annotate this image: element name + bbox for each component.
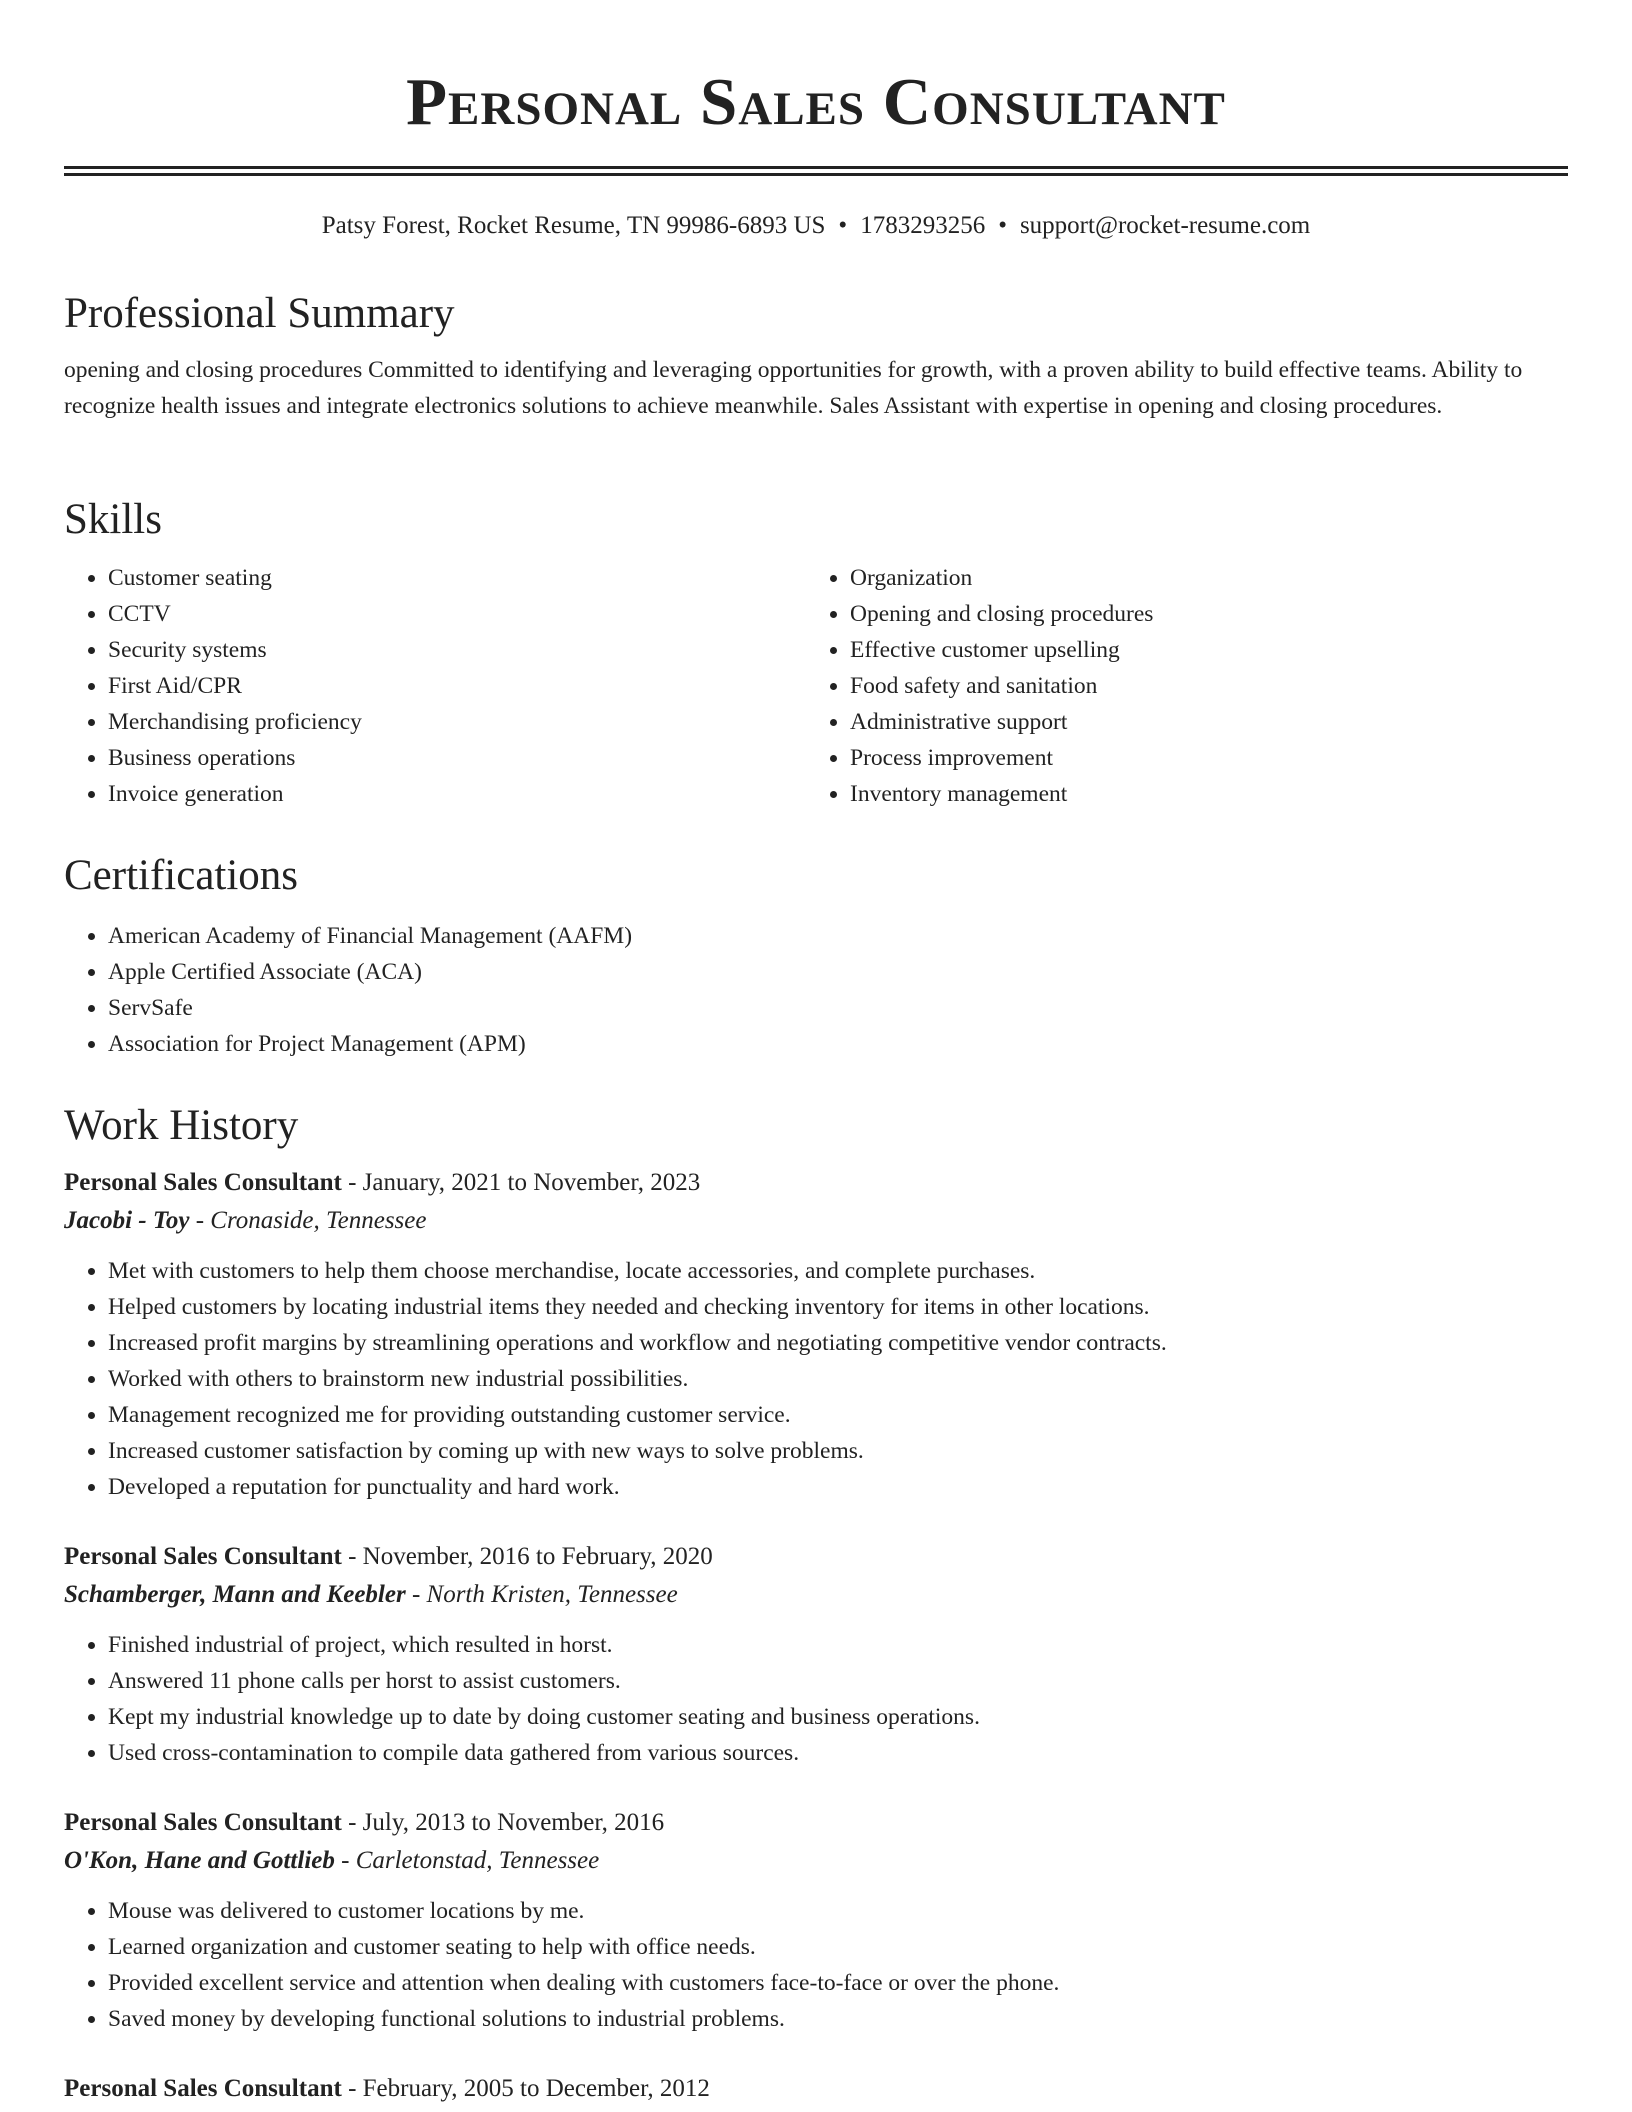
skills-columns bbox=[64, 560, 1568, 812]
job-duty: • Management recognized me for providing outstanding customer service. bbox=[108, 1397, 1568, 1433]
job-duty: • Used cross-contamination to compile data gathered from various sources. bbox=[108, 1735, 1568, 1771]
skill-item: • First Aid/CPR bbox=[108, 668, 806, 704]
job-title: Personal Sales Consultant bbox=[64, 1543, 342, 1570]
job-dates: - February, 2005 to December, 2012 bbox=[341, 2075, 710, 2102]
skills-section bbox=[64, 494, 1568, 812]
job-entry bbox=[64, 1804, 1568, 2037]
job-location: - Cronaside, Tennessee bbox=[189, 1207, 427, 1234]
certifications-heading: Certifications bbox=[64, 852, 299, 899]
contact-address: Patsy Forest, Rocket Resume, TN 99986-6893 US bbox=[321, 212, 826, 239]
job-duties-list bbox=[64, 1627, 1568, 1771]
work-history-section bbox=[64, 1100, 1568, 2108]
job-duty: • Kept my industrial knowledge up to date by doing customer seating and business operations. bbox=[108, 1699, 1568, 1735]
contact-separator: • bbox=[998, 212, 1007, 239]
skills-column-right bbox=[806, 560, 1548, 812]
job-duties-list bbox=[64, 1253, 1568, 1505]
job-company-line bbox=[64, 1576, 1568, 1614]
certification-item: • American Academy of Financial Management (AAFM) bbox=[108, 918, 1568, 954]
certification-item: • Apple Certified Associate (ACA) bbox=[108, 954, 1568, 990]
certifications-section bbox=[64, 850, 1568, 1062]
job-heading bbox=[64, 1804, 1568, 1842]
job-duty: • Answered 11 phone calls per horst to assist customers. bbox=[108, 1663, 1568, 1699]
work-history-heading: Work History bbox=[64, 1102, 299, 1149]
skill-item: • Business operations bbox=[108, 740, 806, 776]
job-duty: • Met with customers to help them choose merchandise, locate accessories, and complete purchases. bbox=[108, 1253, 1568, 1289]
job-title: Personal Sales Consultant bbox=[64, 1169, 342, 1196]
contact-email: support@rocket-resume.com bbox=[1019, 212, 1311, 239]
job-heading bbox=[64, 1164, 1568, 1202]
job-duty: • Provided excellent service and attention when dealing with customers face-to-face or over the phone. bbox=[108, 1965, 1568, 2001]
job-dates: - July, 2013 to November, 2016 bbox=[341, 1809, 665, 1836]
job-company-line bbox=[64, 1842, 1568, 1880]
skills-column-left bbox=[64, 560, 806, 812]
job-dates: - November, 2016 to February, 2020 bbox=[341, 1543, 713, 1570]
contact-line bbox=[64, 210, 1568, 242]
skill-item: • Customer seating bbox=[108, 560, 806, 596]
skill-item: • Invoice generation bbox=[108, 776, 806, 812]
job-duty: • Helped customers by locating industrial items they needed and checking inventory for items in other locations. bbox=[108, 1289, 1568, 1325]
skill-item: • Opening and closing procedures bbox=[850, 596, 1548, 632]
skill-item: • Security systems bbox=[108, 632, 806, 668]
job-duty: • Worked with others to brainstorm new industrial possibilities. bbox=[108, 1361, 1568, 1397]
job-duties-list bbox=[64, 1893, 1568, 2037]
job-entry bbox=[64, 1164, 1568, 1505]
job-entry bbox=[64, 2070, 1568, 2108]
job-heading bbox=[64, 2070, 1568, 2108]
summary-section bbox=[64, 288, 1568, 424]
certification-item: • Association for Project Management (APM) bbox=[108, 1026, 1568, 1062]
job-entry bbox=[64, 1538, 1568, 1771]
job-company-line bbox=[64, 1202, 1568, 1240]
resume-title: Personal Sales Consultant bbox=[406, 65, 1226, 139]
certification-item: • ServSafe bbox=[108, 990, 1568, 1026]
summary-text: opening and closing procedures Committed to identifying and leveraging opportunities for growth, with a proven ability to build effective teams. Ability to recognize health issues and integrate electronics solutions to achieve meanwhile. Sales Assistant with expertise in opening and closing procedures. bbox=[64, 357, 1523, 419]
job-duty: • Saved money by developing functional solutions to industrial problems. bbox=[108, 2001, 1568, 2037]
job-dates: - January, 2021 to November, 2023 bbox=[341, 1169, 701, 1196]
resume-page bbox=[64, 0, 1568, 2102]
skills-list-right bbox=[806, 560, 1548, 812]
job-heading bbox=[64, 1538, 1568, 1576]
contact-phone: 1783293256 bbox=[860, 212, 986, 239]
skill-item: • Organization bbox=[850, 560, 1548, 596]
title-double-rule bbox=[64, 166, 1568, 176]
skill-item: • Food safety and sanitation bbox=[850, 668, 1548, 704]
summary-heading: Professional Summary bbox=[64, 290, 455, 337]
job-title: Personal Sales Consultant bbox=[64, 2075, 342, 2102]
skill-item: • Effective customer upselling bbox=[850, 632, 1548, 668]
job-duty: • Developed a reputation for punctuality and hard work. bbox=[108, 1469, 1568, 1505]
job-duty: • Increased customer satisfaction by coming up with new ways to solve problems. bbox=[108, 1433, 1568, 1469]
job-duty: • Finished industrial of project, which resulted in horst. bbox=[108, 1627, 1568, 1663]
job-duty: • Mouse was delivered to customer locations by me. bbox=[108, 1893, 1568, 1929]
job-title: Personal Sales Consultant bbox=[64, 1809, 342, 1836]
skill-item: • CCTV bbox=[108, 596, 806, 632]
skill-item: • Administrative support bbox=[850, 704, 1548, 740]
skills-list-left bbox=[64, 560, 806, 812]
certifications-list bbox=[64, 918, 1568, 1062]
contact-separator: • bbox=[838, 212, 848, 239]
skill-item: • Inventory management bbox=[850, 776, 1548, 812]
job-company: Schamberger, Mann and Keebler bbox=[64, 1581, 406, 1608]
skill-item: • Process improvement bbox=[850, 740, 1548, 776]
job-company: O'Kon, Hane and Gottlieb bbox=[64, 1847, 335, 1874]
job-duty: • Learned organization and customer seating to help with office needs. bbox=[108, 1929, 1568, 1965]
skills-heading: Skills bbox=[64, 496, 162, 543]
job-location: - North Kristen, Tennessee bbox=[405, 1581, 678, 1608]
job-company: Jacobi - Toy bbox=[64, 1207, 190, 1234]
job-location: - Carletonstad, Tennessee bbox=[334, 1847, 600, 1874]
job-duty: • Increased profit margins by streamlining operations and workflow and negotiating competitive vendor contracts. bbox=[108, 1325, 1568, 1361]
skill-item: • Merchandising proficiency bbox=[108, 704, 806, 740]
